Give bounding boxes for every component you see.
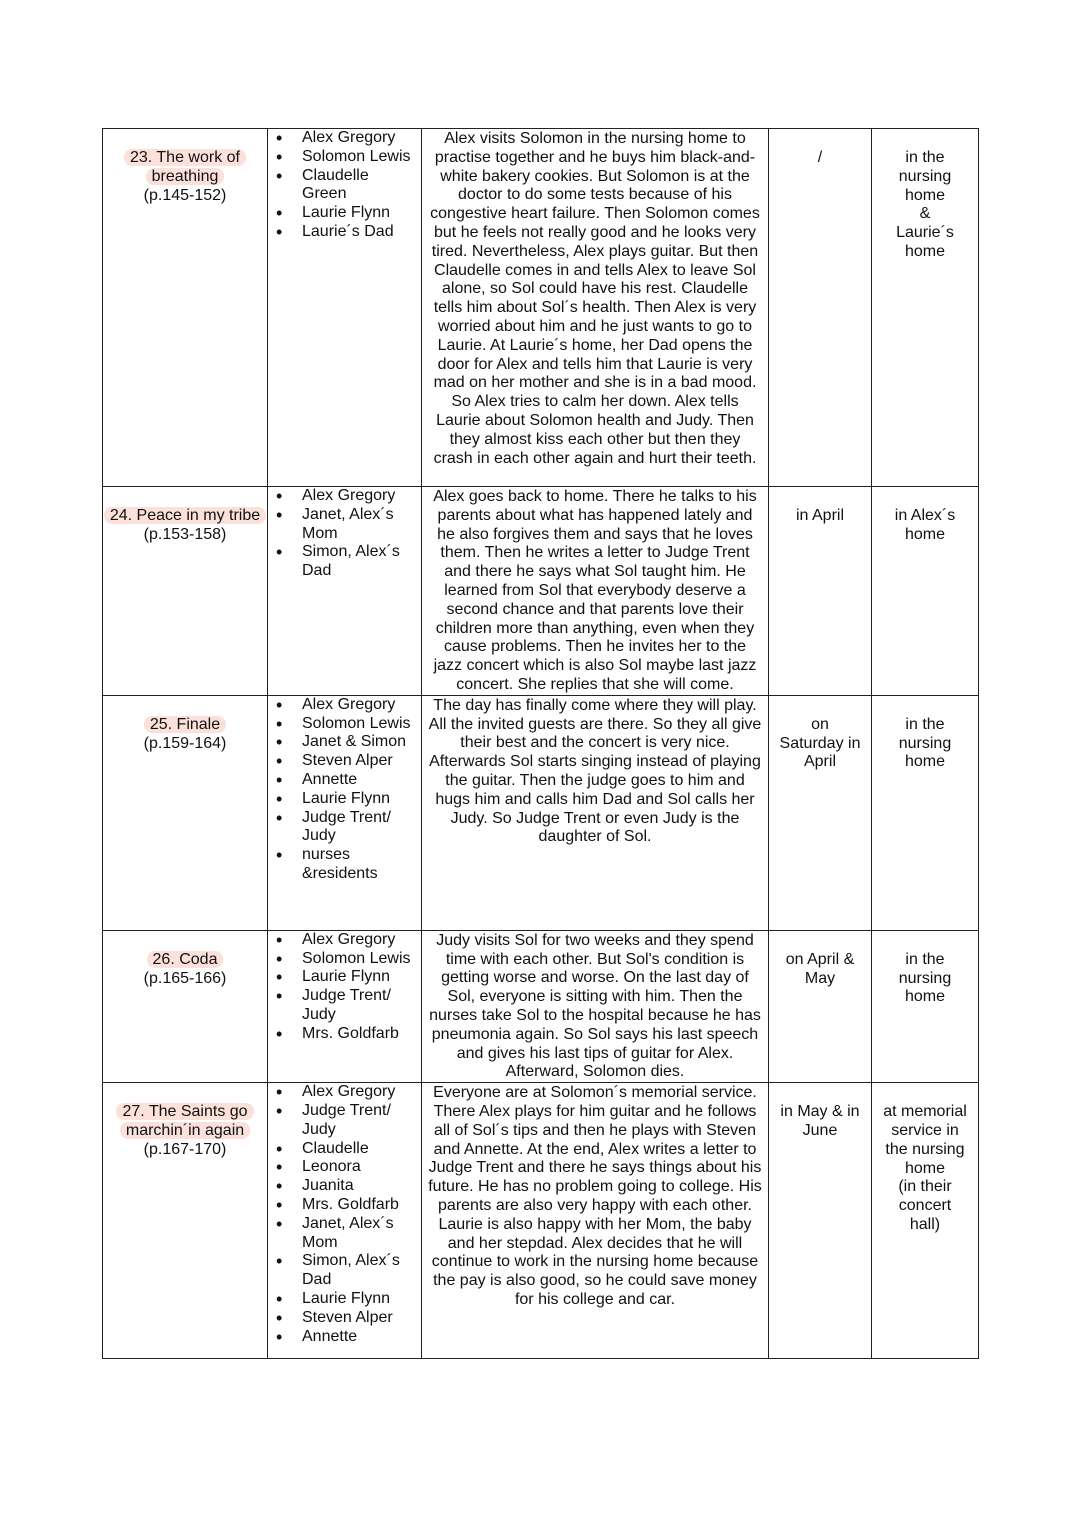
place-text: in the nursing home & Laurie´s home	[896, 149, 954, 260]
character-item: • Claudelle	[268, 1140, 421, 1159]
time-cell	[769, 930, 872, 1082]
table-row	[103, 695, 979, 930]
characters-cell	[268, 129, 422, 487]
character-item: • Judge Trent/ Judy	[268, 987, 421, 1025]
character-item: • Laurie Flynn	[268, 790, 421, 809]
place-cell	[872, 1083, 979, 1359]
chapter-title: 26. Coda	[147, 951, 224, 968]
character-item: • nurses &residents	[268, 846, 421, 884]
table-row	[103, 129, 979, 487]
chapter-title: 23. The work of breathing	[124, 149, 246, 185]
place-text: in Alex´s home	[894, 507, 956, 543]
characters-list	[268, 1083, 421, 1346]
place-cell	[872, 487, 979, 696]
character-item: • Judge Trent/ Judy	[268, 1102, 421, 1140]
summary-cell	[422, 487, 769, 696]
characters-list	[268, 487, 421, 581]
characters-list	[268, 696, 421, 884]
characters-cell	[268, 930, 422, 1082]
character-item: • Simon, Alex´s Dad	[268, 543, 421, 581]
characters-list	[268, 129, 421, 242]
character-item: • Mrs. Goldfarb	[268, 1196, 421, 1215]
character-item: • Solomon Lewis	[268, 950, 421, 969]
chapter-pages: (p.165-166)	[143, 969, 227, 987]
character-item: • Janet & Simon	[268, 733, 421, 752]
character-item: • Alex Gregory	[268, 1083, 421, 1102]
chapter-title: 24. Peace in my tribe	[104, 507, 266, 524]
summary-text: Everyone are at Solomon´s memorial service. There Alex plays for him guitar and he follows all of Sol´s tips and then he plays with Steven and Annette. At the end, Alex writes a letter to Judge Trent and there he says things about his future. He has no problem going to college. His parents are also very happy with each other. Laurie is also happy with her Mom, the baby and her stepdad. Alex decides that he will continue to work in the nursing home because the pay is also good, so he could save money for his college and car.	[428, 1084, 762, 1308]
characters-cell	[268, 1083, 422, 1359]
character-item: • Janet, Alex´s Mom	[268, 506, 421, 544]
time-cell	[769, 487, 872, 696]
time-text: in April	[795, 507, 845, 524]
chapter-pages: (p.153-158)	[143, 525, 227, 543]
summary-cell	[422, 695, 769, 930]
character-item: • Laurie Flynn	[268, 1290, 421, 1309]
summary-text: Judy visits Sol for two weeks and they spend time with each other. But Sol's condition is getting worse and worse. On the last day of Sol, everyone is sitting with him. Then the nurses take Sol to the hospital because he has pneumonia again. So Sol says his last speech and gives his last tips of guitar for Alex. Afterward, Solomon dies.	[429, 931, 761, 1081]
place-text: in the nursing home	[898, 950, 952, 1006]
chapter-title: 27. The Saints go marchin´in again	[116, 1103, 253, 1139]
table-body	[103, 129, 979, 1359]
character-item: • Judge Trent/ Judy	[268, 809, 421, 847]
time-cell	[769, 129, 872, 487]
summary-text: Alex goes back to home. There he talks to his parents about what has happened lately and he also forgives them and says that he loves them. Then he writes a letter to Judge Trent and there he says what Sol taught him. He learned from Sol that everybody deserve a second chance and that parents love their children more than anything, even when they cause problems. Then he invites her to the jazz concert which is also Sol maybe last jazz concert. She replies that she will come.	[433, 488, 757, 693]
character-item: • Leonora	[268, 1158, 421, 1177]
chapter-cell	[103, 930, 268, 1082]
summary-cell	[422, 1083, 769, 1359]
summary-text: The day has finally come where they will play. All the invited guests are there. So they all give their best and the concert is very nice. Afterwards Sol starts singing instead of playing the guitar. Then the judge goes to him and hugs him and calls him Dad and Sol calls her Judy. So Judge Trent or even Judy is the daughter of Sol.	[428, 696, 762, 846]
chapter-cell	[103, 487, 268, 696]
character-item: • Annette	[268, 771, 421, 790]
characters-list	[268, 931, 421, 1044]
place-text: at memorial service in the nursing home (in their concert hall)	[883, 1103, 967, 1233]
place-text: in the nursing home	[898, 715, 952, 771]
table-row	[103, 930, 979, 1082]
character-item: • Alex Gregory	[268, 487, 421, 506]
chapter-cell	[103, 129, 268, 487]
character-item: • Solomon Lewis	[268, 148, 421, 167]
time-text: in May & in June	[780, 1103, 860, 1139]
character-item: • Mrs. Goldfarb	[268, 1025, 421, 1044]
character-item: • Alex Gregory	[268, 696, 421, 715]
place-cell	[872, 930, 979, 1082]
character-item: • Annette	[268, 1328, 421, 1347]
chapter-pages: (p.159-164)	[143, 734, 227, 752]
character-item: • Steven Alper	[268, 1309, 421, 1328]
character-item: • Janet, Alex´s Mom	[268, 1215, 421, 1253]
chapter-summary-table	[102, 128, 979, 1359]
character-item: • Laurie Flynn	[268, 204, 421, 223]
chapter-pages: (p.167-170)	[143, 1140, 227, 1158]
character-item: • Laurie Flynn	[268, 968, 421, 987]
character-item: • Simon, Alex´s Dad	[268, 1252, 421, 1290]
place-cell	[872, 695, 979, 930]
chapter-cell	[103, 695, 268, 930]
time-text: on April & May	[785, 950, 855, 987]
place-cell	[872, 129, 979, 487]
character-item: • Alex Gregory	[268, 931, 421, 950]
time-cell	[769, 695, 872, 930]
chapter-pages: (p.145-152)	[143, 186, 227, 204]
characters-cell	[268, 695, 422, 930]
character-item: • Claudelle Green	[268, 167, 421, 205]
time-text: on Saturday in April	[779, 715, 861, 771]
character-item: • Alex Gregory	[268, 129, 421, 148]
character-item: • Laurie´s Dad	[268, 223, 421, 242]
table-row	[103, 1083, 979, 1359]
chapter-title: 25. Finale	[144, 716, 226, 733]
character-item: • Juanita	[268, 1177, 421, 1196]
chapter-cell	[103, 1083, 268, 1359]
character-item: • Steven Alper	[268, 752, 421, 771]
time-text: /	[817, 149, 823, 166]
summary-cell	[422, 129, 769, 487]
summary-cell	[422, 930, 769, 1082]
time-cell	[769, 1083, 872, 1359]
characters-cell	[268, 487, 422, 696]
table-row	[103, 487, 979, 696]
character-item: • Solomon Lewis	[268, 715, 421, 734]
summary-text: Alex visits Solomon in the nursing home to practise together and he buys him black-and-white bakery cookies. But Solomon is at the doctor to do some tests because of his congestive heart failure. Then Solomon comes but he feels not really good and he looks very tired. Nevertheless, Alex plays guitar. But then Claudelle comes in and tells Alex to leave Sol alone, so Sol could have his rest. Claudelle tells him about Sol´s health. Then Alex is very worried about him and he just wants to go to Laurie. At Laurie´s home, her Dad opens the door for Alex and tells him that Laurie is very mad on her mother and she is in a bad mood. So Alex tries to calm her down. Alex tells Laurie about Solomon health and Judy. Then they almost kiss each other but then they crash in each other again and hurt their teeth.	[430, 130, 760, 467]
